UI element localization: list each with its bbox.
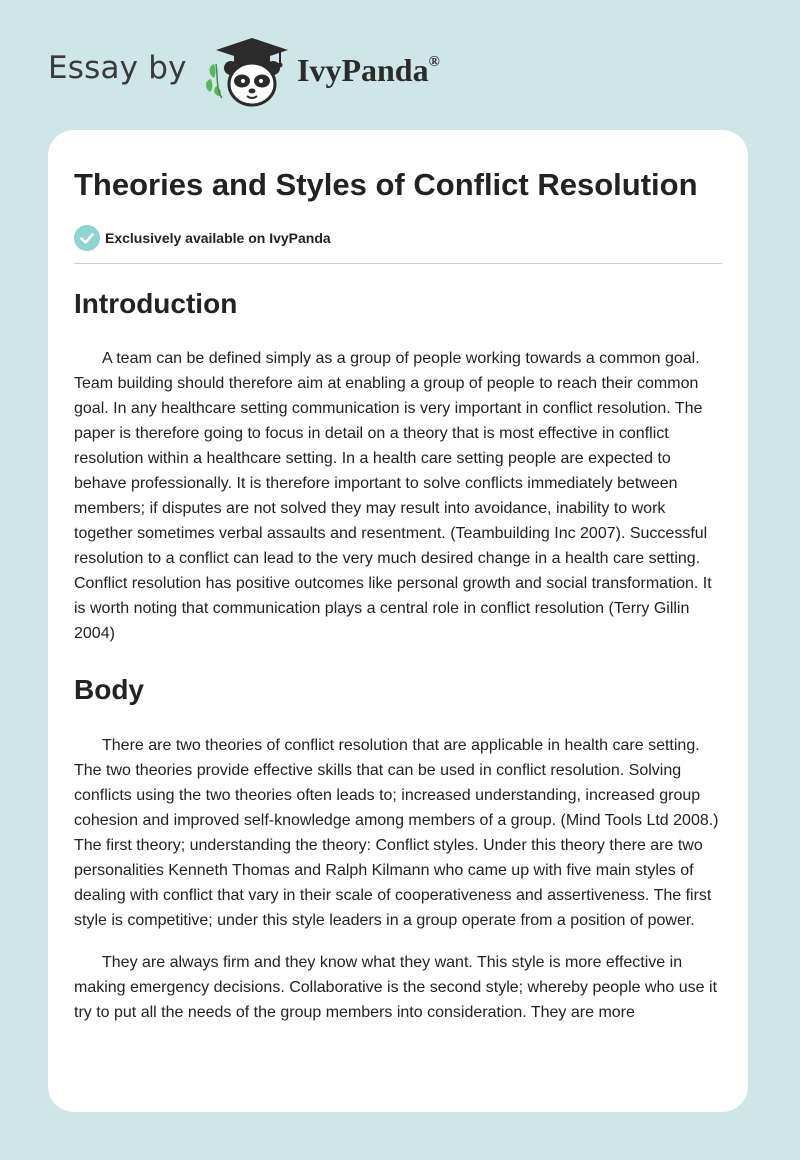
section-heading-body: Body bbox=[74, 674, 144, 705]
paragraph: A team can be defined simply as a group of people working towards a common goal. Team building should therefore aim at enabling a group of people to reach their common goal. In any healthcare setting communication is very important in conflict resolution. The paper is therefore going to focus in detail on a theory that is most effective in conflict resolution within a healthcare setting. In a health care setting people are expected to behave professionally. It is therefore important to solve conflicts immediately between members; if disputes are not solved they may result into avoidance, inability to work together sometimes verbal assaults and resentment. (Teambuilding Inc 2007). Successful resolution to a conflict can lead to the very much desired change in a health care setting. Conflict resolution has positive outcomes like personal growth and social transformation. It is worth noting that communication plays a central role in conflict resolution (Terry Gillin 2004) bbox=[74, 350, 712, 642]
brand-text: IvyPanda bbox=[297, 52, 429, 88]
check-circle-icon bbox=[74, 225, 100, 251]
essay-content bbox=[74, 164, 722, 1025]
essay-by-label: Essay by bbox=[48, 50, 187, 86]
exclusive-badge bbox=[74, 225, 722, 251]
panda-graduate-icon[interactable] bbox=[200, 34, 292, 110]
essay-card bbox=[48, 130, 748, 1112]
site-header bbox=[48, 34, 648, 110]
registered-mark: ® bbox=[428, 54, 440, 70]
paragraph: There are two theories of conflict resolution that are applicable in health care setting. The two theories provide effective skills that can be used in conflict resolution. Solving conflicts using the two theories often leads to; increased understanding, increased group cohesion and improved self-knowledge among members of a group. (Mind Tools Ltd 2008.) The first theory; understanding the theory: Conflict styles. Under this theory there are two personalities Kenneth Thomas and Ralph Kilmann who came up with five main styles of dealing with conflict that vary in their scale of cooperativeness and assertiveness. The first style is competitive; under this style leaders in a group operate from a position of power. bbox=[74, 737, 719, 929]
brand-name[interactable] bbox=[297, 52, 440, 89]
page-title: Theories and Styles of Conflict Resolution bbox=[74, 167, 698, 202]
section-heading-introduction: Introduction bbox=[74, 288, 238, 319]
exclusive-badge-text: Exclusively available on IvyPanda bbox=[105, 230, 331, 246]
paragraph: They are always firm and they know what they want. This style is more effective in making emergency decisions. Collaborative is the second style; whereby people who use it try to put all the needs of the group members into consideration. They are more bbox=[74, 954, 718, 1021]
title-divider bbox=[74, 263, 722, 264]
